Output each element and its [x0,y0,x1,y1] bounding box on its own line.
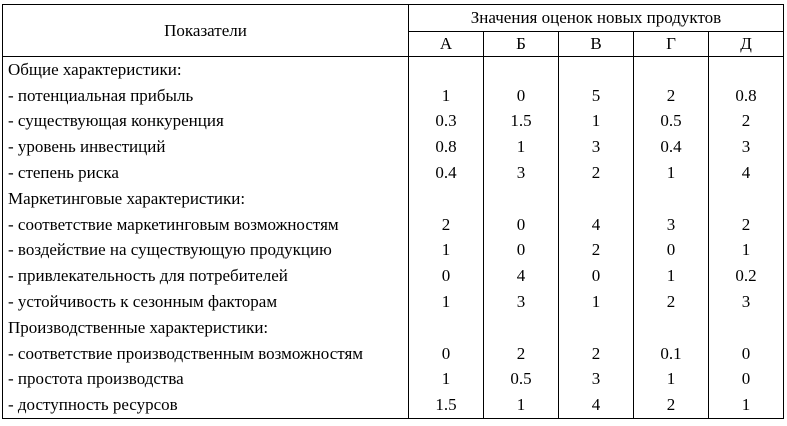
score-cell: 2 [634,83,709,109]
score-cell: 2 [709,212,784,238]
score-cell [484,315,559,341]
score-cell: 1 [709,238,784,264]
score-cell: 2 [634,289,709,315]
score-cell: 4 [709,160,784,186]
score-cell [634,315,709,341]
score-cell: 5 [559,83,634,109]
score-cell: 0.8 [709,83,784,109]
score-cell: 0.5 [634,109,709,135]
score-cell: 1 [409,367,484,393]
row-label: - доступность ресурсов [3,392,409,418]
score-cell: 1 [409,238,484,264]
row-label: - простота производства [3,367,409,393]
score-cell: 0.4 [634,134,709,160]
table-row [3,57,784,83]
score-cell: 1 [634,160,709,186]
score-cell: 0 [409,263,484,289]
row-label: - привлекательность для потребителей [3,263,409,289]
score-cell: 2 [559,341,634,367]
score-cell: 1.5 [484,109,559,135]
score-cell: 1 [559,289,634,315]
score-cell [709,315,784,341]
row-label: - степень риска [3,160,409,186]
row-label: - уровень инвестиций [3,134,409,160]
score-cell: 0.5 [484,367,559,393]
score-cell [484,186,559,212]
table-row [3,341,784,367]
score-cell: 1 [634,367,709,393]
table-row [3,367,784,393]
score-cell: 0.3 [409,109,484,135]
score-cell: 0 [484,238,559,264]
table-row [3,212,784,238]
score-cell: 3 [709,134,784,160]
score-cell: 3 [484,160,559,186]
score-cell: 3 [484,289,559,315]
score-cell: 1 [634,263,709,289]
score-cell [559,186,634,212]
table-row [3,289,784,315]
product-scores-header: Значения оценок новых продуктов [409,5,784,32]
header-row [3,5,784,32]
score-cell [559,315,634,341]
score-cell: 0 [409,341,484,367]
product-header-g: Г [634,32,709,57]
score-cell: 0.1 [634,341,709,367]
table-body [3,57,784,419]
score-cell: 4 [484,263,559,289]
score-cell: 3 [559,134,634,160]
score-cell: 0 [484,212,559,238]
score-cell [634,57,709,83]
score-cell: 1 [709,392,784,418]
product-header-d: Д [709,32,784,57]
score-cell [709,57,784,83]
score-cell [409,57,484,83]
score-cell: 1 [559,109,634,135]
row-label: - воздействие на существующую продукцию [3,238,409,264]
table-row [3,83,784,109]
score-cell [484,57,559,83]
score-cell: 0.2 [709,263,784,289]
score-cell: 0 [709,367,784,393]
score-cell [559,57,634,83]
score-cell: 1 [409,289,484,315]
table-row [3,263,784,289]
score-cell: 3 [559,367,634,393]
score-cell: 3 [709,289,784,315]
row-label: - существующая конкуренция [3,109,409,135]
score-cell: 2 [634,392,709,418]
score-cell: 1 [484,392,559,418]
score-cell: 0 [709,341,784,367]
score-cell: 2 [559,238,634,264]
table-row [3,315,784,341]
score-cell: 0 [634,238,709,264]
score-cell: 4 [559,392,634,418]
score-cell [634,186,709,212]
score-cell: 3 [634,212,709,238]
score-cell: 2 [409,212,484,238]
score-cell [409,186,484,212]
score-cell: 2 [709,109,784,135]
product-header-v: В [559,32,634,57]
table-row [3,186,784,212]
table-row [3,238,784,264]
product-header-a: А [409,32,484,57]
score-cell: 0 [484,83,559,109]
score-cell [409,315,484,341]
score-cell: 4 [559,212,634,238]
score-cell: 1.5 [409,392,484,418]
indicator-header: Показатели [3,5,409,57]
score-cell [709,186,784,212]
evaluation-table-container [2,4,784,419]
row-label: - соответствие производственным возможностям [3,341,409,367]
row-label: - устойчивость к сезонным факторам [3,289,409,315]
row-label: - потенциальная прибыль [3,83,409,109]
score-cell: 0 [559,263,634,289]
product-header-b: Б [484,32,559,57]
row-label: Общие характеристики: [3,57,409,83]
score-cell: 0.4 [409,160,484,186]
table-row [3,392,784,418]
score-cell: 2 [559,160,634,186]
row-label: Маркетинговые характеристики: [3,186,409,212]
row-label: Производственные характеристики: [3,315,409,341]
table-row [3,109,784,135]
score-cell: 1 [409,83,484,109]
table-row [3,160,784,186]
evaluation-table [2,4,784,419]
score-cell: 1 [484,134,559,160]
row-label: - соответствие маркетинговым возможностям [3,212,409,238]
score-cell: 2 [484,341,559,367]
score-cell: 0.8 [409,134,484,160]
table-row [3,134,784,160]
